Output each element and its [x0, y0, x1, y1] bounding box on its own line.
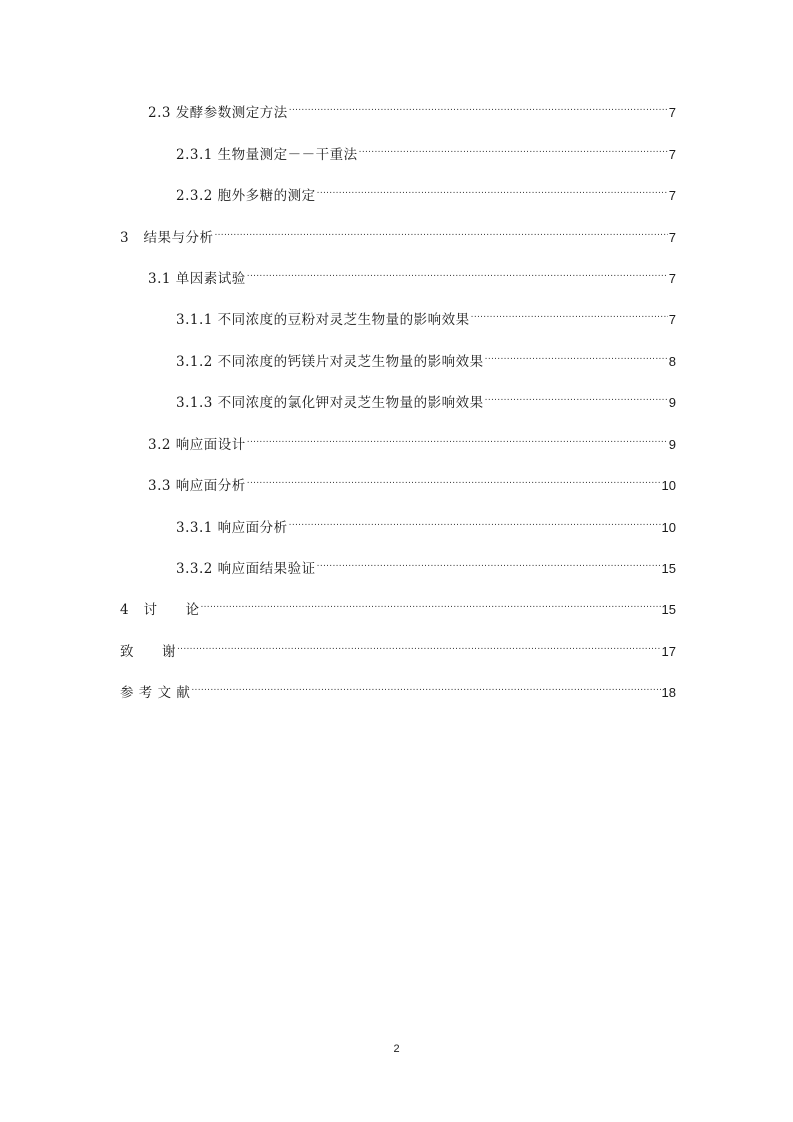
toc-entry-3-1-1[interactable] [176, 302, 676, 328]
toc-page-number: 8 [668, 354, 676, 369]
toc-entry-title: 3.3.1 响应面分析 [176, 520, 288, 536]
toc-entry-3-1-3[interactable] [176, 385, 676, 411]
toc-leader-dots [247, 261, 668, 283]
toc-leader-dots [317, 551, 661, 573]
toc-page-number: 7 [668, 312, 676, 327]
toc-leader-dots [485, 385, 668, 407]
toc-entry-title: 3.3.2 响应面结果验证 [176, 561, 316, 577]
toc-entry-2-3-2[interactable] [176, 178, 676, 204]
toc-leader-dots [317, 178, 668, 200]
toc-leader-dots [289, 510, 661, 532]
toc-entry-title: 3.1.1 不同浓度的豆粉对灵芝生物量的影响效果 [176, 312, 470, 328]
toc-entry-title: 2.3 发酵参数测定方法 [148, 105, 288, 121]
page-number: 2 [393, 1043, 400, 1055]
toc-entry-title: 2.3.2 胞外多糖的测定 [176, 188, 316, 204]
toc-entry-3-1-2[interactable] [176, 344, 676, 370]
toc-leader-dots [200, 592, 660, 614]
toc-page-number: 9 [668, 395, 676, 410]
toc-entry-3-3-1[interactable] [176, 510, 676, 536]
toc-entry-title: 致 谢 [120, 644, 176, 660]
toc-page-number: 15 [661, 561, 676, 576]
toc-page-number: 9 [668, 437, 676, 452]
toc-entry-title: 3.1.2 不同浓度的钙镁片对灵芝生物量的影响效果 [176, 354, 484, 370]
toc-page-number: 18 [661, 685, 676, 700]
toc-entry-3-1[interactable] [148, 261, 676, 287]
toc-entry-title: 3.3 响应面分析 [148, 478, 246, 494]
toc-entry-title: 3 结果与分析 [120, 230, 214, 246]
toc-entry-3-3[interactable] [148, 468, 676, 494]
toc-entry-4[interactable] [120, 592, 676, 618]
toc-page-number: 17 [661, 644, 676, 659]
toc-entry-title: 2.3.1 生物量测定－－干重法 [176, 147, 358, 163]
toc-page-number: 15 [661, 602, 676, 617]
toc-entry-3[interactable] [120, 220, 676, 246]
toc-page-number: 7 [668, 230, 676, 245]
toc-entry-acknowledgements[interactable] [120, 634, 676, 660]
toc-page-number: 7 [668, 147, 676, 162]
toc-leader-dots [289, 95, 668, 117]
toc-entry-3-2[interactable] [148, 427, 676, 453]
toc-page-number: 10 [661, 478, 676, 493]
toc-page-number: 7 [668, 105, 676, 120]
toc-page-number: 7 [668, 188, 676, 203]
toc-leader-dots [247, 427, 668, 449]
toc-leader-dots [471, 302, 668, 324]
toc-entry-title: 3.1.3 不同浓度的氯化钾对灵芝生物量的影响效果 [176, 395, 484, 411]
toc-entry-references[interactable] [120, 675, 676, 701]
toc-entry-title: 4 讨 论 [120, 602, 200, 618]
toc-entry-2-3[interactable] [148, 95, 676, 121]
toc-leader-dots [177, 634, 661, 656]
toc-entry-2-3-1[interactable] [176, 137, 676, 163]
toc-leader-dots [247, 468, 661, 490]
toc-page-number: 10 [661, 520, 676, 535]
toc-entry-title: 参 考 文 献 [120, 685, 191, 701]
toc-entry-title: 3.2 响应面设计 [148, 437, 246, 453]
toc-leader-dots [191, 675, 660, 697]
toc-entry-3-3-2[interactable] [176, 551, 676, 577]
toc-page-number: 7 [668, 271, 676, 286]
toc-leader-dots [214, 220, 667, 242]
toc-leader-dots [359, 137, 668, 159]
toc-leader-dots [485, 344, 668, 366]
toc-entry-title: 3.1 单因素试验 [148, 271, 246, 287]
